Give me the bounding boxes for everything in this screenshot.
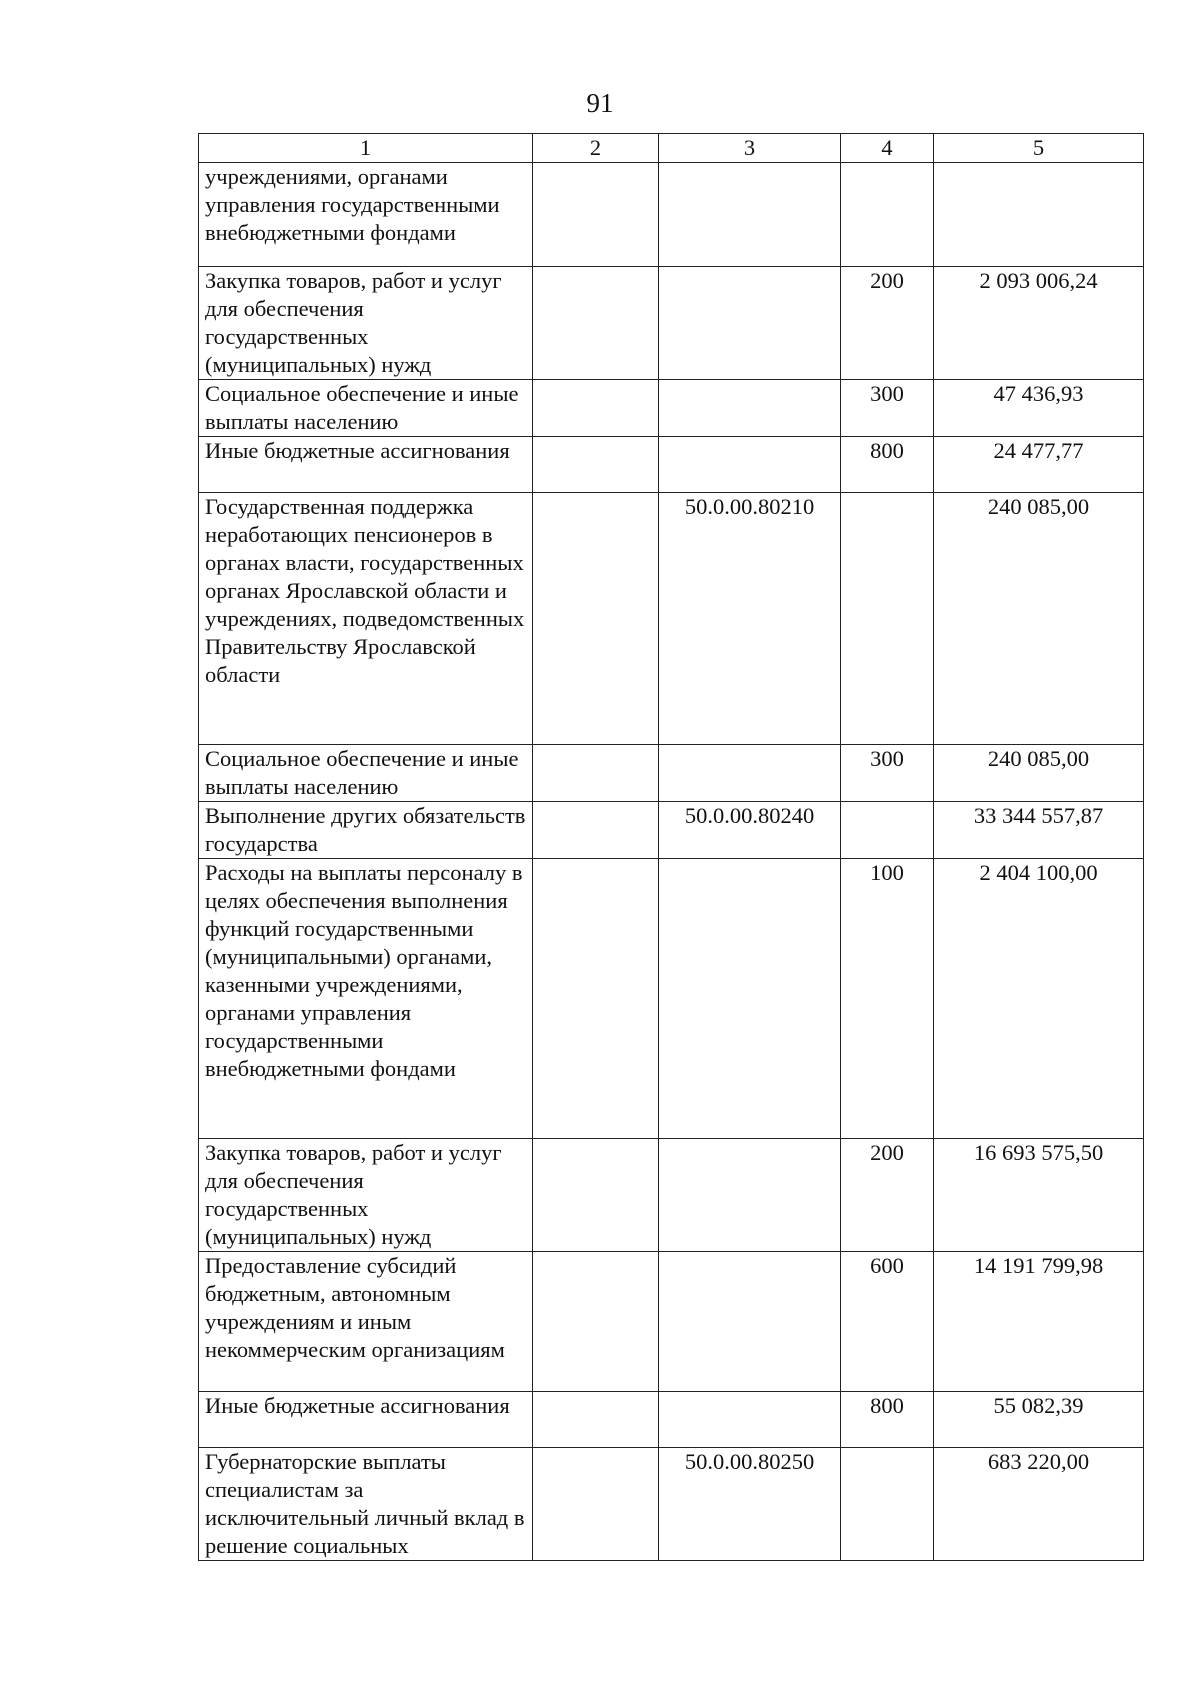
table-row bbox=[199, 802, 1144, 859]
expense-name-cell: Закупка товаров, работ и услуг для обеспечения государственных (муниципальных) нужд bbox=[199, 267, 533, 380]
col2-cell bbox=[533, 380, 659, 437]
expense-type-cell: 300 bbox=[841, 380, 934, 437]
amount-cell: 683 220,00 bbox=[934, 1448, 1144, 1561]
col2-cell bbox=[533, 745, 659, 802]
expense-name-cell: Выполнение других обязательств государства bbox=[199, 802, 533, 859]
target-code-cell: 50.0.00.80210 bbox=[659, 493, 841, 745]
amount-cell: 2 404 100,00 bbox=[934, 859, 1144, 1139]
table-row bbox=[199, 437, 1144, 493]
table-row bbox=[199, 1139, 1144, 1252]
expense-name-cell: Социальное обеспечение и иные выплаты населению bbox=[199, 745, 533, 802]
amount-cell: 16 693 575,50 bbox=[934, 1139, 1144, 1252]
expense-type-cell: 300 bbox=[841, 745, 934, 802]
expense-type-cell: 200 bbox=[841, 267, 934, 380]
target-code-cell bbox=[659, 859, 841, 1139]
target-code-cell bbox=[659, 1252, 841, 1392]
column-header-4: 4 bbox=[841, 134, 934, 163]
amount-cell: 47 436,93 bbox=[934, 380, 1144, 437]
target-code-cell bbox=[659, 437, 841, 493]
col2-cell bbox=[533, 437, 659, 493]
page-number: 91 bbox=[586, 88, 614, 118]
target-code-cell: 50.0.00.80250 bbox=[659, 1448, 841, 1561]
table-row bbox=[199, 380, 1144, 437]
amount-cell: 55 082,39 bbox=[934, 1392, 1144, 1448]
column-header-2: 2 bbox=[533, 134, 659, 163]
column-header-1: 1 bbox=[199, 134, 533, 163]
expense-name-cell: Губернаторские выплаты специалистам за исключительный личный вклад в решение социальных bbox=[199, 1448, 533, 1561]
amount-cell: 2 093 006,24 bbox=[934, 267, 1144, 380]
table-row bbox=[199, 267, 1144, 380]
expense-name-cell: Социальное обеспечение и иные выплаты населению bbox=[199, 380, 533, 437]
col2-cell bbox=[533, 1448, 659, 1561]
table-row bbox=[199, 1448, 1144, 1561]
target-code-cell bbox=[659, 163, 841, 267]
target-code-cell bbox=[659, 380, 841, 437]
amount-cell: 33 344 557,87 bbox=[934, 802, 1144, 859]
target-code-cell bbox=[659, 1139, 841, 1252]
expense-name-cell: Иные бюджетные ассигнования bbox=[199, 437, 533, 493]
column-header-3: 3 bbox=[659, 134, 841, 163]
amount-cell: 240 085,00 bbox=[934, 493, 1144, 745]
budget-table bbox=[198, 133, 1144, 1561]
expense-name-cell: Расходы на выплаты персоналу в целях обеспечения выполнения функций государственными (муниципальными) органами, казенными учреждениями, органами управления государственными внебюджетными фондами bbox=[199, 859, 533, 1139]
expense-type-cell: 800 bbox=[841, 1392, 934, 1448]
col2-cell bbox=[533, 802, 659, 859]
target-code-cell bbox=[659, 267, 841, 380]
target-code-cell bbox=[659, 1392, 841, 1448]
column-header-5: 5 bbox=[934, 134, 1144, 163]
expense-type-cell bbox=[841, 163, 934, 267]
amount-cell: 24 477,77 bbox=[934, 437, 1144, 493]
expense-type-cell bbox=[841, 493, 934, 745]
target-code-cell: 50.0.00.80240 bbox=[659, 802, 841, 859]
col2-cell bbox=[533, 1139, 659, 1252]
expense-name-cell: Государственная поддержка неработающих пенсионеров в органах власти, государственных органах Ярославской области и учреждениях, подведомственных Правительству Ярославской области bbox=[199, 493, 533, 745]
table-row bbox=[199, 163, 1144, 267]
col2-cell bbox=[533, 493, 659, 745]
expense-name-cell: Иные бюджетные ассигнования bbox=[199, 1392, 533, 1448]
col2-cell bbox=[533, 1392, 659, 1448]
table-row bbox=[199, 1392, 1144, 1448]
header-row bbox=[199, 134, 1144, 163]
table-row bbox=[199, 745, 1144, 802]
expense-type-cell bbox=[841, 802, 934, 859]
expense-name-cell: Предоставление субсидий бюджетным, автономным учреждениям и иным некоммерческим организациям bbox=[199, 1252, 533, 1392]
amount-cell: 240 085,00 bbox=[934, 745, 1144, 802]
target-code-cell bbox=[659, 745, 841, 802]
table-row bbox=[199, 1252, 1144, 1392]
expense-type-cell bbox=[841, 1448, 934, 1561]
col2-cell bbox=[533, 859, 659, 1139]
expense-name-cell: учреждениями, органами управления государственными внебюджетными фондами bbox=[199, 163, 533, 267]
col2-cell bbox=[533, 163, 659, 267]
col2-cell bbox=[533, 267, 659, 380]
expense-name-cell: Закупка товаров, работ и услуг для обеспечения государственных (муниципальных) нужд bbox=[199, 1139, 533, 1252]
col2-cell bbox=[533, 1252, 659, 1392]
amount-cell bbox=[934, 163, 1144, 267]
expense-type-cell: 100 bbox=[841, 859, 934, 1139]
table-row bbox=[199, 859, 1144, 1139]
expense-type-cell: 200 bbox=[841, 1139, 934, 1252]
expense-type-cell: 800 bbox=[841, 437, 934, 493]
table-row bbox=[199, 493, 1144, 745]
amount-cell: 14 191 799,98 bbox=[934, 1252, 1144, 1392]
expense-type-cell: 600 bbox=[841, 1252, 934, 1392]
